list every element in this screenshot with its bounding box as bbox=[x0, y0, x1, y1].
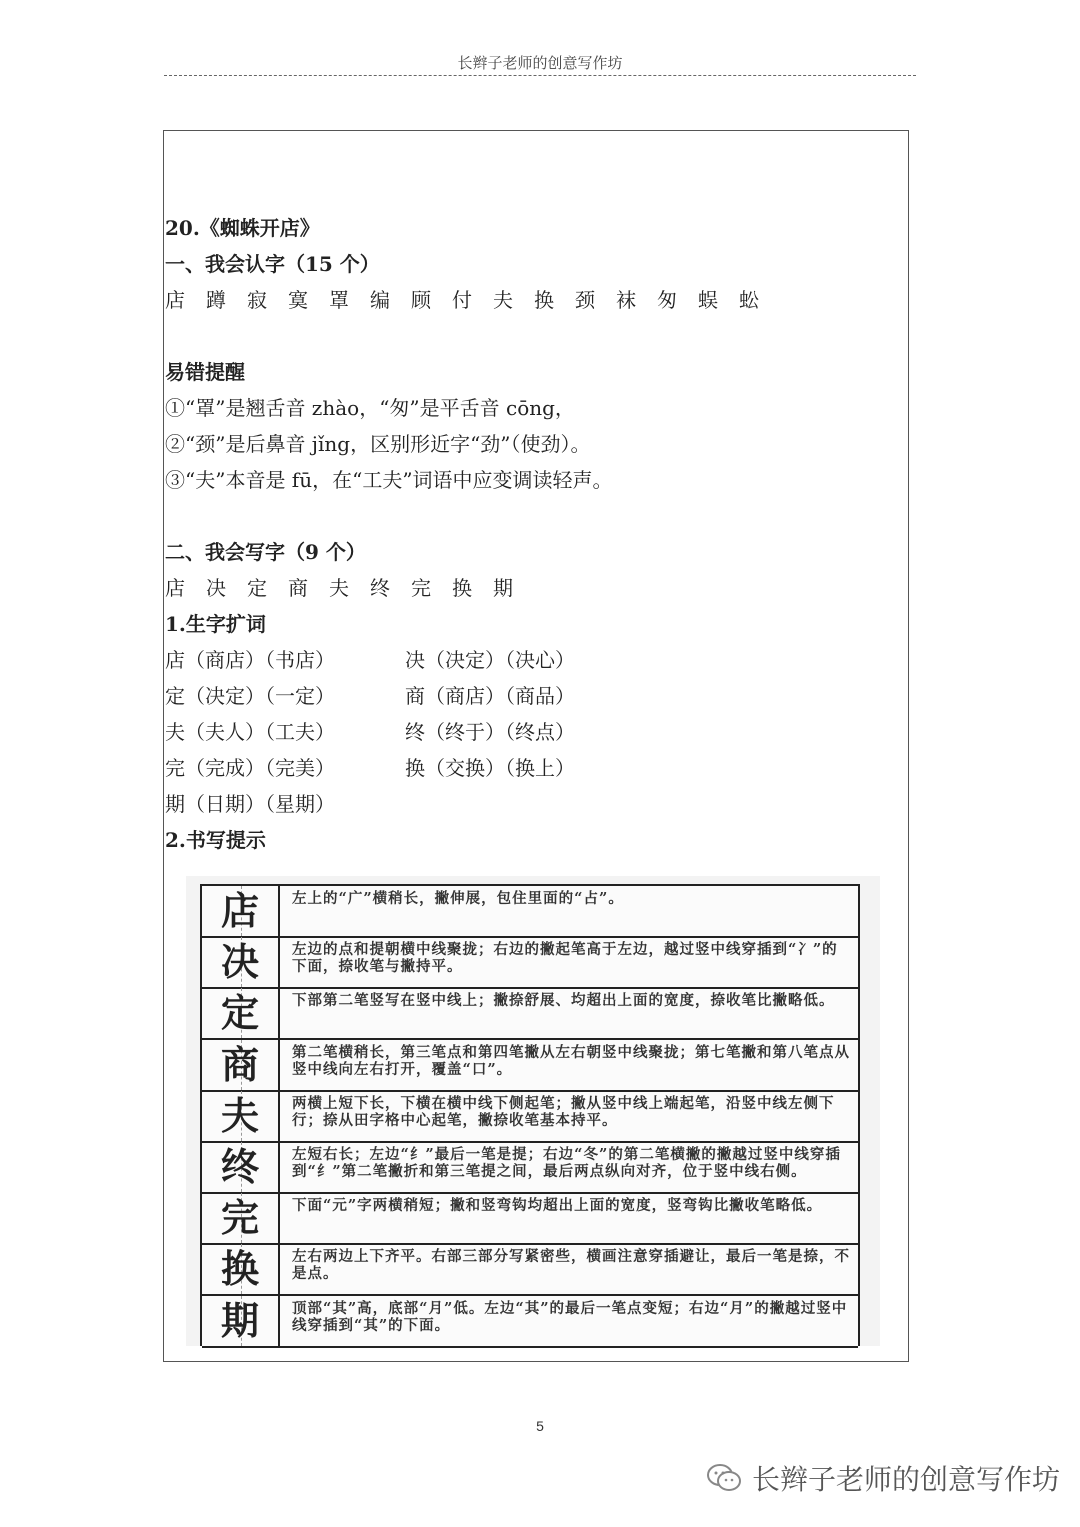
writing-tip-char-text: 期 bbox=[220, 1297, 259, 1343]
writing-tip-note: 下部第二笔竖写在竖中线上；撇捺舒展、均超出上面的宽度，捺收笔比撇略低。 bbox=[292, 992, 835, 1010]
writing-tip-char bbox=[202, 886, 280, 936]
writing-tip-row bbox=[202, 886, 858, 938]
writing-tip-row bbox=[202, 1296, 858, 1348]
char-item: 颈 bbox=[575, 288, 595, 312]
page-header-title: 长辫子老师的创意写作坊 bbox=[457, 54, 623, 72]
tip-item: ②“颈”是后鼻音 jǐng，区别形近字“劲”（使劲）。 bbox=[165, 432, 591, 456]
expand-cell: 夫（夫人）（工夫） bbox=[165, 720, 335, 744]
char-item: 终 bbox=[370, 576, 390, 600]
writing-tip-char bbox=[202, 1296, 280, 1346]
char-item: 定 bbox=[247, 576, 267, 600]
char-item: 换 bbox=[534, 288, 554, 312]
writing-tip-char bbox=[202, 1142, 280, 1192]
char-item: 袜 bbox=[616, 288, 636, 312]
char-item: 决 bbox=[206, 576, 226, 600]
writing-tip-char bbox=[202, 988, 280, 1038]
recognize-chars bbox=[165, 282, 905, 318]
wechat-icon bbox=[706, 1463, 742, 1493]
expand-row bbox=[165, 786, 905, 822]
char-item: 蹲 bbox=[206, 288, 226, 312]
section1-heading: 一、我会认字（15 个） bbox=[165, 252, 380, 276]
writing-tip-char-text: 夫 bbox=[220, 1092, 259, 1138]
writing-tip-row bbox=[202, 1193, 858, 1245]
writing-tip-char-text: 完 bbox=[220, 1195, 259, 1241]
char-item: 换 bbox=[452, 576, 472, 600]
writing-tip-row bbox=[202, 1040, 858, 1092]
writing-tip-char bbox=[202, 1193, 280, 1243]
writing-tip-row bbox=[202, 1091, 858, 1143]
writing-tip-char-text: 商 bbox=[220, 1041, 259, 1087]
expand-cell: 店（商店）（书店） bbox=[165, 648, 335, 672]
char-item: 商 bbox=[288, 576, 308, 600]
page-number: 5 bbox=[536, 1418, 544, 1434]
lesson-title: 20.《蜘蛛开店》 bbox=[165, 216, 320, 240]
writing-tip-note: 两横上短下长，下横在横中线下侧起笔；撇从竖中线上端起笔，沿竖中线左侧下行；捺从田字格中心起笔，撇捺收笔基本持平。 bbox=[292, 1094, 835, 1129]
writing-tip-note: 左右两边上下齐平。右部三部分写紧密些，横画注意穿插避让，最后一笔是捺，不是点。 bbox=[292, 1248, 850, 1283]
write-chars bbox=[165, 570, 905, 606]
tips-heading: 易错提醒 bbox=[165, 360, 245, 384]
char-item: 夫 bbox=[493, 288, 513, 312]
writing-tip-row bbox=[202, 937, 858, 989]
writing-tip-note: 顶部“其”高，底部“月”低。左边“其”的最后一笔点变短；右边“月”的撇越过竖中线穿插到“其”的下面。 bbox=[292, 1299, 848, 1334]
char-item: 顾 bbox=[411, 288, 431, 312]
expand-cell: 商（商店）（商品） bbox=[405, 684, 575, 708]
writing-tip-note: 左短右长；左边“纟”最后一笔是提；右边“冬”的第二笔横撇的撇越过竖中线穿插到“纟”第二笔撇折和第三笔提之间，最后两点纵向对齐，位于竖中线右侧。 bbox=[292, 1146, 841, 1180]
expand-cell: 完（完成）（完美） bbox=[165, 756, 335, 780]
lesson-content bbox=[165, 210, 905, 858]
tip-item: ①“罩”是翘舌音 zhào，“匆”是平舌音 cōng， bbox=[165, 396, 575, 420]
char-item: 期 bbox=[493, 576, 513, 600]
char-item: 寞 bbox=[288, 288, 308, 312]
expand-heading: 1.生字扩词 bbox=[165, 612, 266, 636]
writing-tips-grid bbox=[200, 884, 860, 1346]
char-item: 蚣 bbox=[739, 288, 759, 312]
char-item: 寂 bbox=[247, 288, 267, 312]
writing-tip-char-text: 终 bbox=[220, 1144, 259, 1189]
writing-tip-row bbox=[202, 1244, 858, 1296]
writing-tip-char bbox=[202, 1091, 280, 1141]
expand-cell: 期（日期）（星期） bbox=[165, 792, 335, 816]
writing-tip-note: 第二笔横稍长，第三笔点和第四笔撇从左右朝竖中线聚拢；第七笔撇和第八笔点从竖中线向左右打开，覆盖“口”。 bbox=[292, 1043, 850, 1078]
char-item: 蜈 bbox=[698, 288, 718, 312]
char-item: 付 bbox=[452, 288, 472, 312]
writing-tip-char bbox=[202, 937, 280, 987]
writing-tip-char-text: 店 bbox=[220, 888, 259, 933]
header-divider bbox=[164, 75, 916, 76]
writing-heading: 2.书写提示 bbox=[165, 828, 266, 852]
char-item: 完 bbox=[411, 576, 431, 600]
expand-row bbox=[165, 642, 905, 678]
char-item: 匆 bbox=[657, 288, 677, 312]
writing-tip-char-text: 定 bbox=[220, 990, 259, 1036]
expand-cell: 决（决定）（决心） bbox=[405, 648, 575, 672]
char-item: 编 bbox=[370, 288, 390, 312]
expand-row bbox=[165, 714, 905, 750]
tip-item: ③“夫”本音是 fū，在“工夫”词语中应变调读轻声。 bbox=[165, 468, 613, 492]
expand-cell: 换（交换）（换上） bbox=[405, 756, 575, 780]
watermark bbox=[706, 1458, 1060, 1498]
writing-tip-note: 下面“元”字两横稍短；撇和竖弯钩均超出上面的宽度，竖弯钩比撇收笔略低。 bbox=[292, 1197, 823, 1215]
char-item: 店 bbox=[165, 576, 185, 600]
writing-tip-row bbox=[202, 1142, 858, 1194]
writing-tip-char-text: 决 bbox=[220, 939, 259, 985]
expand-row bbox=[165, 678, 905, 714]
expand-row bbox=[165, 750, 905, 786]
expand-cell: 终（终于）（终点） bbox=[405, 720, 575, 744]
char-item: 罩 bbox=[329, 288, 349, 312]
writing-tip-note: 左上的“广”横稍长，撇伸展，包住里面的“占”。 bbox=[292, 890, 624, 907]
writing-tip-char bbox=[202, 1040, 280, 1090]
char-item: 夫 bbox=[329, 576, 349, 600]
writing-tip-char bbox=[202, 1244, 280, 1294]
expand-list bbox=[165, 642, 905, 822]
char-item: 店 bbox=[165, 288, 185, 312]
writing-tips-table bbox=[186, 876, 880, 1346]
watermark-text: 长辫子老师的创意写作坊 bbox=[752, 1463, 1061, 1496]
writing-tip-char-text: 换 bbox=[220, 1246, 259, 1292]
writing-tip-row bbox=[202, 988, 858, 1040]
section2-heading: 二、我会写字（9 个） bbox=[165, 540, 366, 564]
writing-tip-note: 左边的点和提朝横中线聚拢；右边的撇起笔高于左边，越过竖中线穿插到“冫”的下面，捺收笔与撇持平。 bbox=[292, 941, 838, 976]
expand-cell: 定（决定）（一定） bbox=[165, 684, 335, 708]
